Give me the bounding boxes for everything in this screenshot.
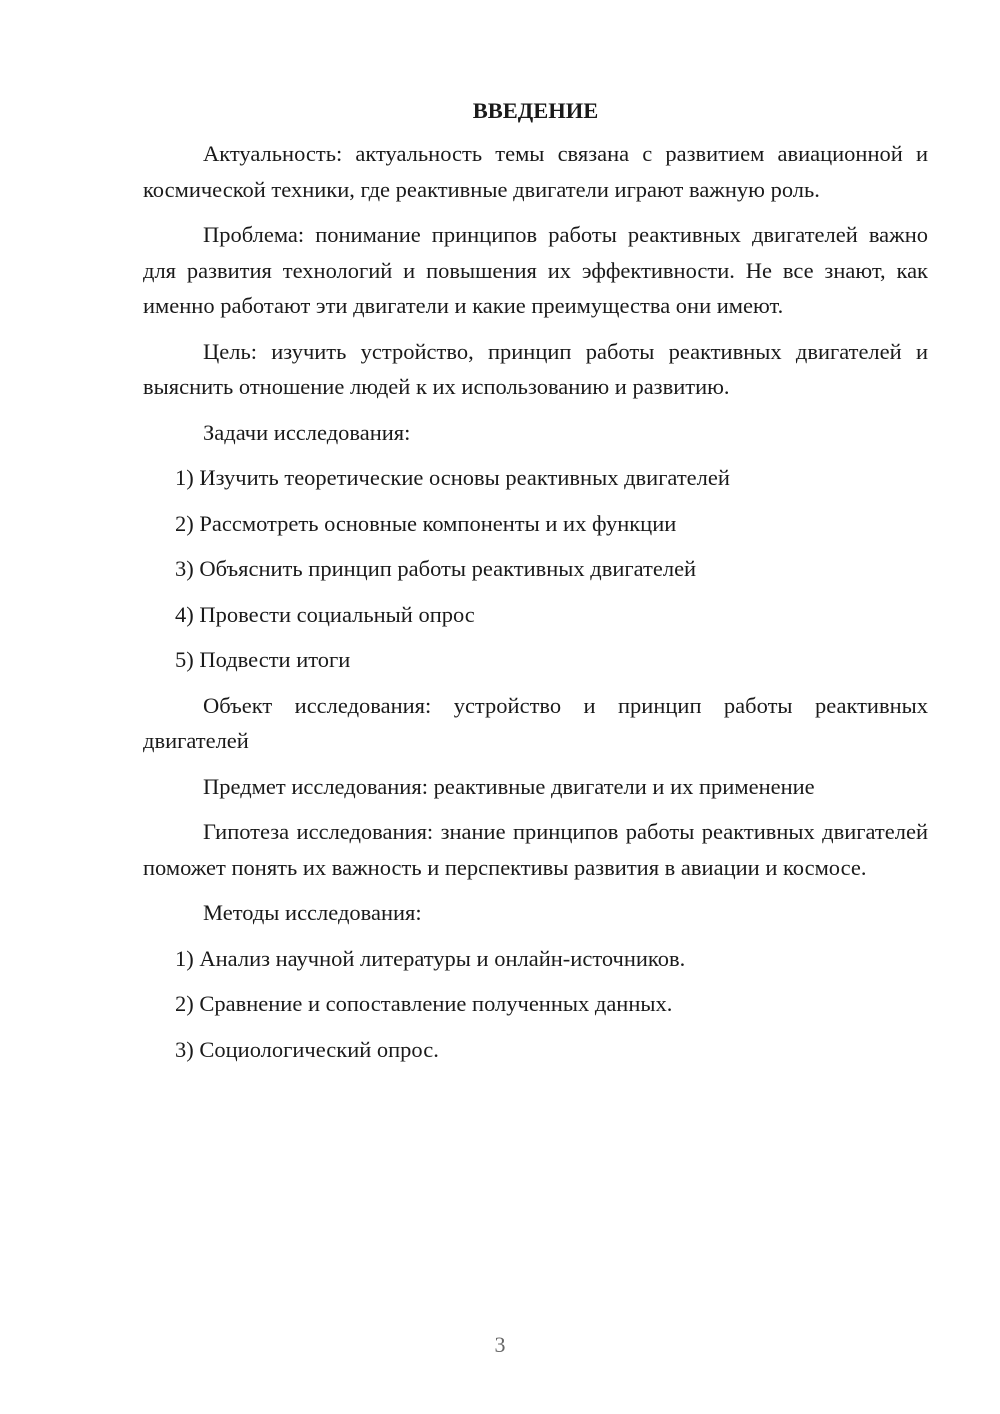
method-item: 2) Сравнение и сопоставление полученных данных. [175,991,673,1016]
goal-paragraph: Цель: изучить устройство, принцип работы реактивных двигателей и выяснить отношение людей к их использованию и развитию. [143,338,928,399]
task-item: 4) Провести социальный опрос [175,601,475,627]
page-number: 3 [494,1332,506,1357]
relevance-paragraph: Актуальность: актуальность темы связана с развитием авиационной и космической техники, где реактивные двигатели играют важную роль. [143,141,928,202]
problem-paragraph: Проблема: понимание принципов работы реактивных двигателей важно для развития технологий и повышения их эффективности. Не все знают, как именно работают эти двигатели и какие преимущества они имеют. [143,222,928,318]
task-item: 5) Подвести итоги [175,647,351,672]
hypothesis-paragraph: Гипотеза исследования: знание принципов работы реактивных двигателей поможет понять их важность и перспективы развития в авиации и космосе. [143,819,928,880]
methods-list [143,941,928,1068]
subject-paragraph: Предмет исследования: реактивные двигатели и их применение [203,773,815,799]
section-title: ВВЕДЕНИЕ [472,98,599,123]
tasks-heading: Задачи исследования: [203,419,411,445]
method-item: 1) Анализ научной литературы и онлайн-источников. [175,945,686,971]
methods-heading: Методы исследования: [203,900,422,925]
method-item: 3) Социологический опрос. [175,1036,439,1062]
task-item: 2) Рассмотреть основные компоненты и их функции [175,510,677,536]
object-paragraph: Объект исследования: устройство и принцип работы реактивных двигателей [143,692,928,753]
tasks-list [143,460,928,678]
task-item: 3) Объяснить принцип работы реактивных двигателей [175,556,697,581]
document-page [143,96,928,1077]
task-item: 1) Изучить теоретические основы реактивных двигателей [175,465,730,490]
